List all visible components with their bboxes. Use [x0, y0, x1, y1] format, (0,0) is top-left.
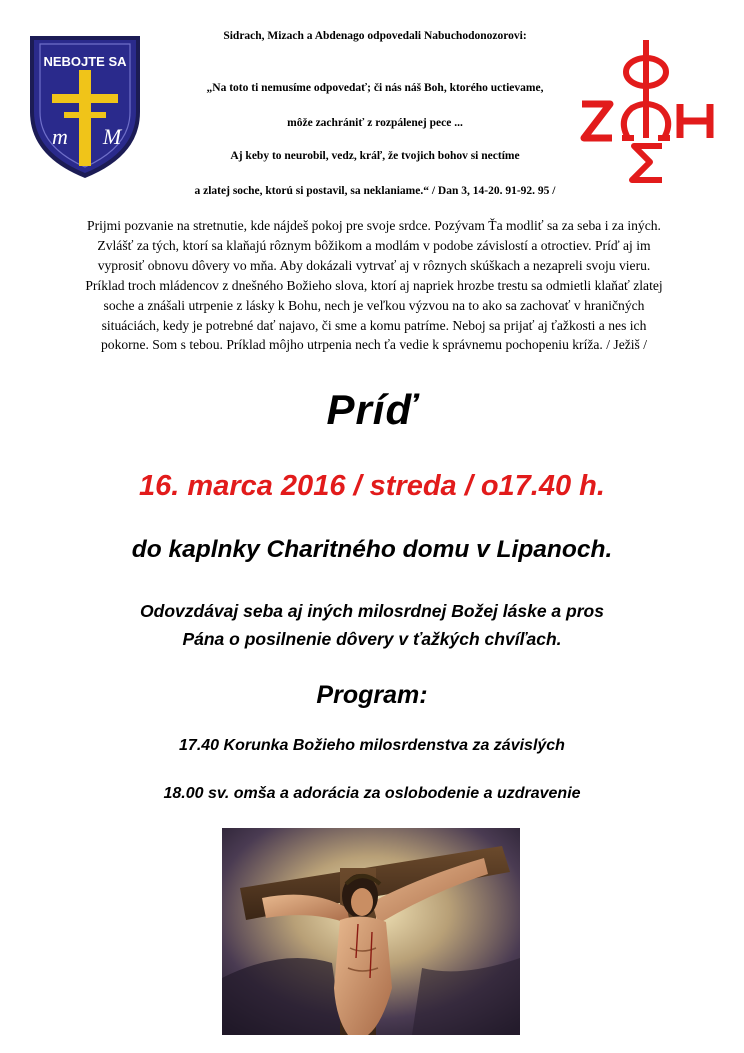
invite-line-2: Pána o posilnenie dôvery v ťažkých chvíľach. [182, 629, 562, 649]
logo-right-text: ΦΖΩΗΣ [570, 34, 574, 35]
phos-zoe-logo [570, 34, 730, 186]
crucifixion-picture [222, 828, 520, 1035]
quote-line-1: Sidrach, Mizach a Abdenago odpovedali Nabuchodonozorovi: [223, 30, 527, 42]
event-date: 16. marca 2016 / streda / o17.40 h. [139, 470, 605, 502]
event-invite [0, 597, 744, 653]
paragraph-line: vyprosiť obnovu dôvery vo mňa. Aby dokázali vytrvať aj v rôznych skúškach a nezapreli svoju vieru. [97, 257, 651, 273]
paragraph-line: Prijmi pozvanie na stretnutie, kde nájdeš pokoj pre svoje srdce. Pozývam Ťa modliť sa za seba i za iných. [87, 218, 661, 233]
logo-left-letter-big-m: M [102, 124, 122, 149]
paragraph-line: situáciách, kedy je potrebné dať najavo, či sme a komu patríme. Neboj sa prijať aj ťažkosti a nes ich [101, 317, 647, 333]
invite-line-1: Odovzdávaj seba aj iných milosrdnej Božej láske a pros [140, 601, 604, 621]
invitation-paragraph [68, 216, 680, 355]
quote-line-5: a zlatej soche, ktorú si postavil, sa neklaniame.“ / Dan 3, 14-20. 91-92. 95 / [194, 185, 556, 197]
quote-line-3: môže zachrániť z rozpálenej pece ... [287, 117, 463, 129]
program-item-1: 17.40 Korunka Božieho milosrdenstva za závislých [179, 737, 565, 754]
event-title: Príď [326, 386, 418, 433]
program-heading: Program: [316, 681, 428, 709]
quote-line-4: Aj keby to neurobil, vedz, kráľ, že tvojich bohov si nectíme [230, 150, 520, 162]
paragraph-line: Príklad troch mládencov z dnešného Božieho slova, ktorí aj napriek hrozbe trestu sa odmietli klaňať zlatej [85, 277, 663, 293]
logo-left-text: NEBOJTE SA [43, 54, 127, 69]
nebojte-sa-shield-logo [26, 28, 144, 180]
quote-line-2: „Na toto ti nemusíme odpovedať; či nás náš Boh, ktorého uctievame, [206, 82, 544, 94]
program-item-2: 18.00 sv. omša a adorácia za oslobodenie a uzdravenie [163, 785, 581, 802]
event-place: do kaplnky Charitného domu v Lipanoch. [131, 536, 613, 563]
paragraph-line: Zvlášť za tých, ktorí sa klaňajú rôznym bôžikom a modlám v podobe závislostí a otroctiev. Príď aj im [97, 237, 651, 253]
logo-left-letter-m: m [52, 124, 68, 149]
paragraph-line: pokorne. Som s tebou. Príklad môjho utrpenia nech ťa vedie k správnemu pochopeniu kríža. / Ježiš / [100, 337, 648, 353]
paragraph-line: soche a znášali utrpenie z lásky k Bohu, nech je veľkou výzvou na to ako sa zachovať v hraničných [103, 297, 645, 313]
